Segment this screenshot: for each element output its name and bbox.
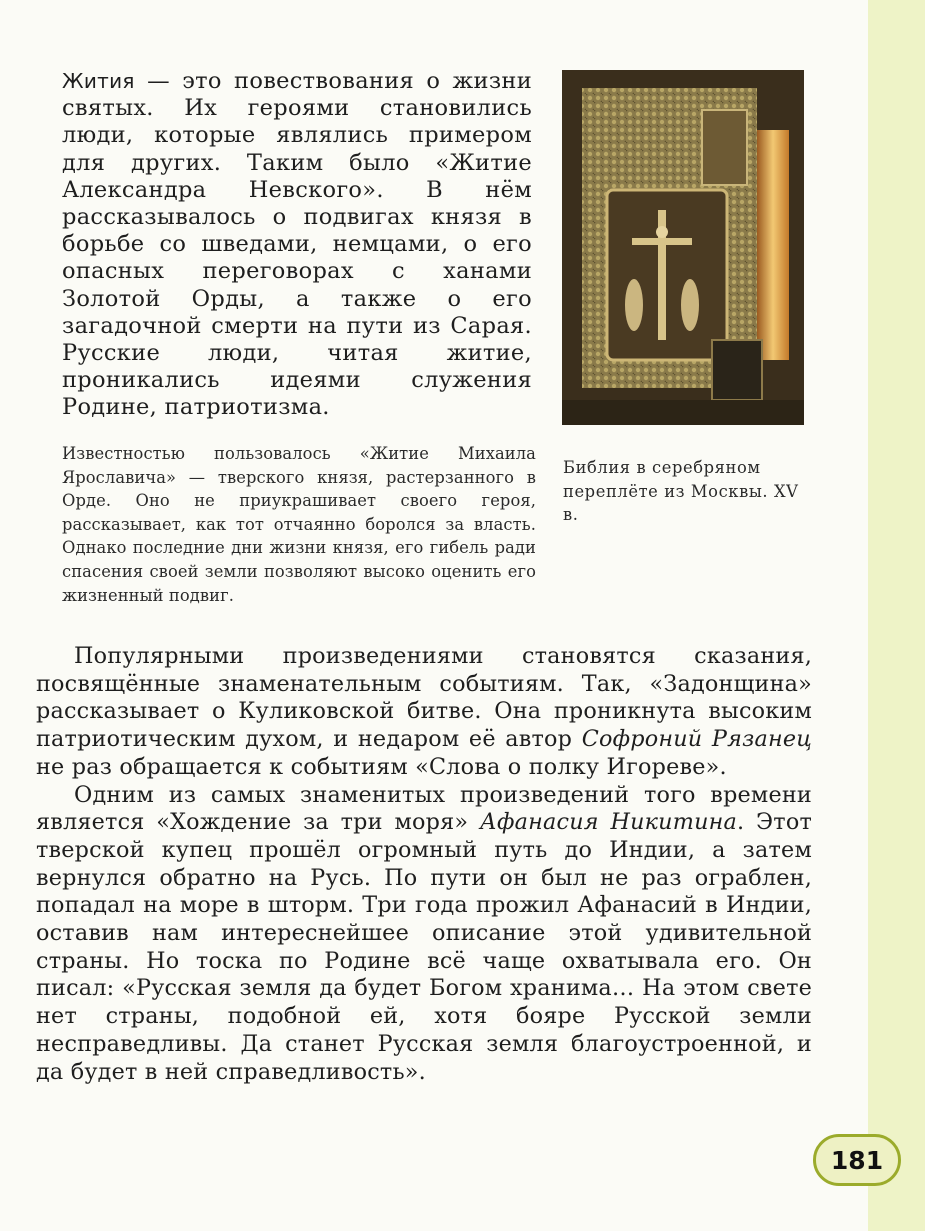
bible-illustration <box>562 70 804 425</box>
intro-paragraph <box>62 68 532 422</box>
author-name: Софроний Рязанец <box>581 726 812 753</box>
paragraph-khozhdenie <box>36 782 812 1087</box>
paragraph-text: Популярными произведениями становятся сказания, посвящённые знаменательным событиям. Так, «Задонщина» рассказывает о Куликовской битве. Она проникнута высоким патриотическим духом, и недаром её автор <box>36 643 812 753</box>
paragraph-text: . Этот тверской купец прошёл огромный путь до Индии, а затем вернулся обратно на Русь. По пути он был не раз ограблен, попадал на море в шторм. Три года прожил Афанасий в Индии, оставив нам интереснейшее описание этой удивительной страны. Но тоска по Родине всё чаще охватывала его. Он писал: «Русская земля да будет Богом хранима… На этом свете нет страны, подобной ей, хотя бояре Русской земли несправедливы. Да станет Русская земля благоустроенной, и да будет в ней справедливость». <box>36 809 812 1085</box>
author-name: Афанасия Никитина <box>479 809 738 836</box>
figure-caption: Библия в серебряном переплёте из Москвы. XV в. <box>563 458 799 524</box>
intro-text: — это повествования о жизни святых. Их героями становились люди, которые являлись примером для других. Таким было «Житие Александра Невского». В нём рассказывалось о подвигах князя в борьбе со шведами, немцами, о его опасных переговорах с ханами Золотой Орды, а также о его загадочной смерти на пути из Сарая. Русские люди, читая житие, проникались идеями служения Родине, патриотизма. <box>62 68 532 421</box>
side-note: Известностью пользовалось «Житие Михаила Ярославича» — тверского князя, растерзанного в Орде. Оно не приукрашивает своего героя, рассказывает, как тот отчаянно боролся за власть. Однако последние дни жизни князя, его гибель ради спасения своей земли позволяют высоко оценить его жизненный подвиг. <box>62 444 536 605</box>
bible-cover-image <box>562 70 804 425</box>
paragraph-zadonshchina <box>36 643 812 782</box>
page-margin-strip <box>868 0 925 1231</box>
intro-lead-term: Жития <box>62 69 135 93</box>
paragraph-text: Одним из самых знаменитых произведений того времени является «Хождение за три моря» <box>36 781 812 836</box>
main-text <box>36 643 812 1086</box>
paragraph-text: не раз обращается к событиям «Слова о полку Игореве». <box>36 753 727 780</box>
page-number: 181 <box>813 1134 901 1186</box>
